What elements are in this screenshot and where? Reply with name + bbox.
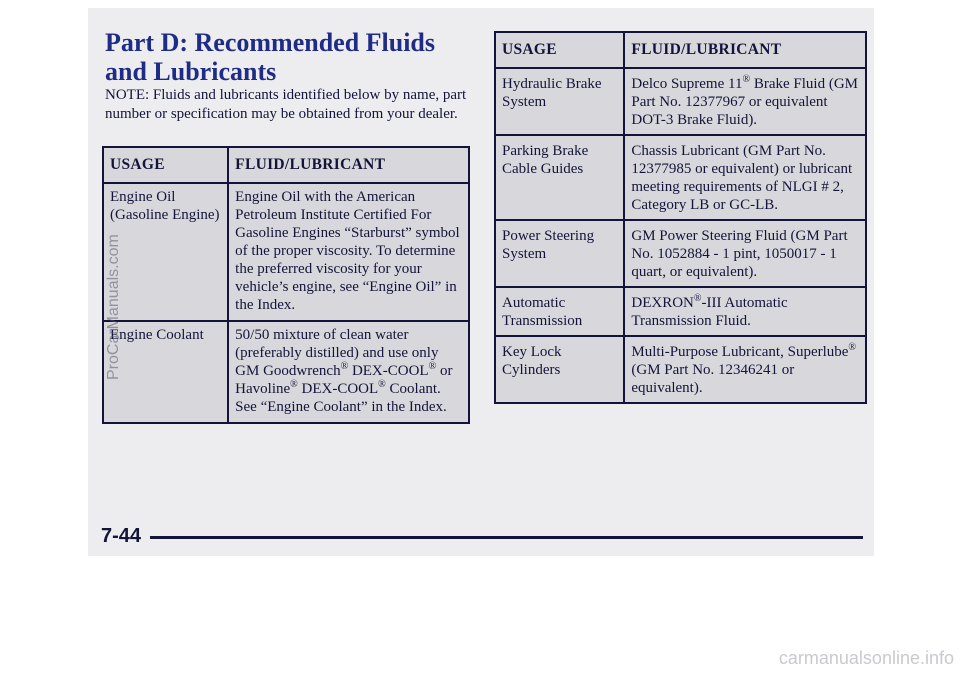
header-usage: USAGE: [502, 41, 557, 58]
table-row: [103, 183, 469, 321]
footer-rule: [150, 536, 863, 539]
registered-mark: ®: [742, 74, 751, 85]
registered-mark: ®: [428, 361, 437, 372]
fluid-cell: GM Power Steering Fluid (GM Part No. 1052884 - 1 pint, 1050017 - 1 quart, or equivalent).: [631, 228, 848, 280]
header-fluid-lubricant: FLUID/LUBRICANT: [631, 41, 782, 58]
fluid-cell: Engine Oil with the American Petroleum Institute Certified For Gasoline Engines “Starburst” symbol of the proper viscosity. To determine the preferred viscosity for your vehicle’s engine, see “Engine Oil” in the Index.: [235, 189, 460, 313]
bottom-watermark: carmanualsonline.info: [778, 648, 954, 668]
side-watermark: ProCarManuals.com: [105, 234, 122, 380]
fluid-cell: DEXRON®-III Automatic Transmission Fluid.: [631, 293, 788, 329]
table-row: [495, 287, 866, 336]
right-fluids-table: [494, 31, 867, 404]
table-row: [495, 135, 866, 220]
table-row: [495, 220, 866, 287]
table-row: [495, 68, 866, 135]
fluid-cell: Multi-Purpose Lubricant, Superlube® (GM Part No. 12346241 or equivalent).: [631, 342, 857, 396]
usage-cell: Engine Oil (Gasoline Engine): [110, 189, 220, 223]
usage-cell: Hydraulic Brake System: [502, 76, 602, 110]
registered-mark: ®: [693, 293, 702, 304]
header-usage: USAGE: [110, 156, 165, 173]
header-fluid-lubricant: FLUID/LUBRICANT: [235, 156, 386, 173]
registered-mark: ®: [340, 361, 349, 372]
table-header-row: [103, 147, 469, 183]
fluid-cell: Delco Supreme 11® Brake Fluid (GM Part No. 12377967 or equivalent DOT-3 Brake Fluid).: [631, 74, 858, 128]
registered-mark: ®: [378, 379, 386, 390]
registered-mark: ®: [848, 342, 857, 353]
usage-cell: Parking Brake Cable Guides: [502, 143, 589, 177]
table-row: [103, 321, 469, 423]
usage-cell: Automatic Transmission: [502, 295, 583, 329]
table-row: [495, 336, 866, 403]
usage-cell: Engine Coolant: [110, 327, 204, 343]
dealer-note: NOTE: Fluids and lubricants identified below by name, part number or specification may be obtained from your dealer.: [105, 87, 467, 122]
usage-cell: Key Lock Cylinders: [502, 344, 562, 378]
fluid-cell: 50/50 mixture of clean water (preferably distilled) and use only GM Goodwrench® DEX-COOL® or Havoline® DEX-COOL® Coolant. See “Engine Coolant” in the Index.: [235, 327, 453, 415]
registered-mark: ®: [290, 379, 298, 390]
left-fluids-table: [102, 146, 470, 424]
page-title: Part D: Recommended Fluids and Lubricants: [105, 28, 436, 86]
usage-cell: Power Steering System: [502, 228, 595, 262]
fluid-cell: Chassis Lubricant (GM Part No. 12377985 or equivalent) or lubricant meeting requirements of NLGI # 2, Category LB or GC-LB.: [631, 143, 853, 213]
page-number: 7-44: [101, 525, 142, 547]
table-header-row: [495, 32, 866, 68]
